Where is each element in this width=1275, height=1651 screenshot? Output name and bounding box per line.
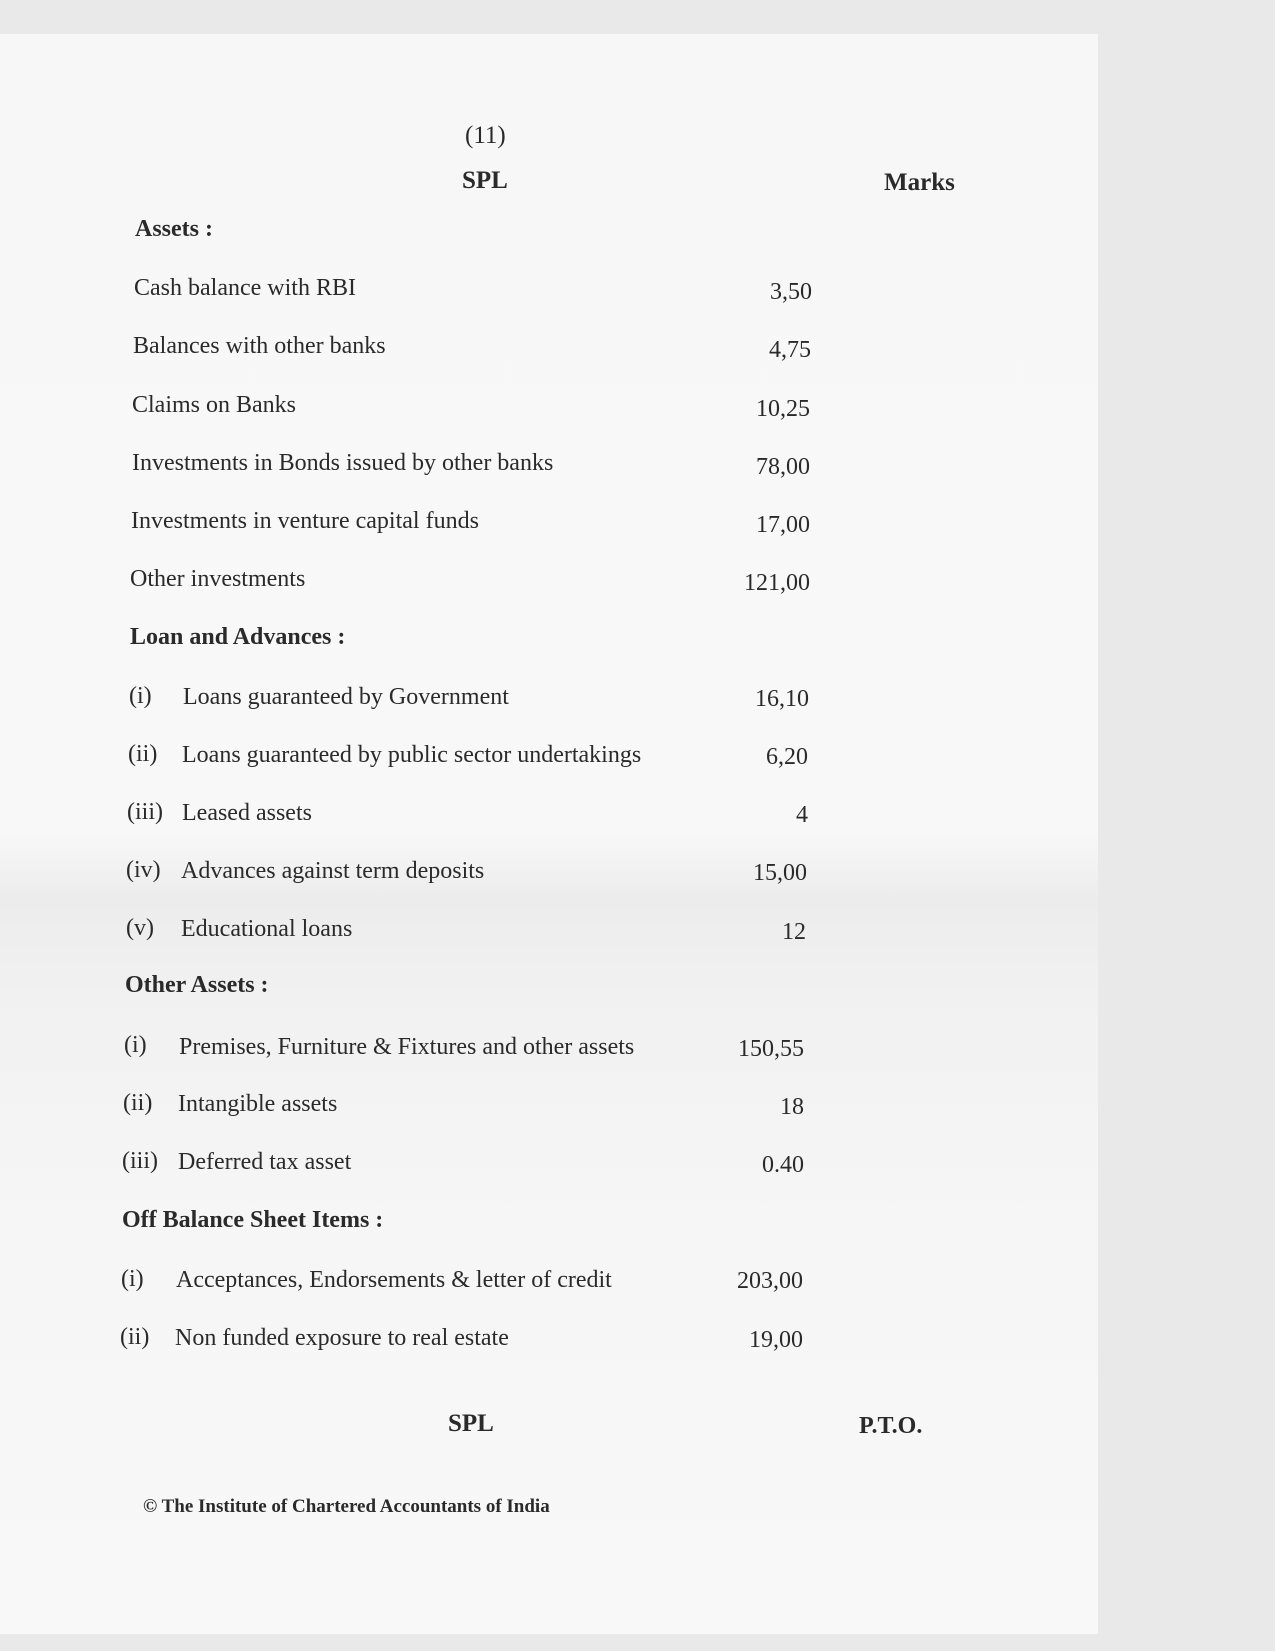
item-amount: 10,25 [756,396,810,422]
item-label: Deferred tax asset [178,1149,352,1175]
item-label: Acceptances, Endorsements & letter of credit [176,1267,612,1293]
copyright-notice: © The Institute of Chartered Accountants of India [143,1496,550,1517]
item-amount: 19,00 [749,1327,803,1353]
item-amount: 150,55 [738,1036,804,1062]
item-number: (i) [129,683,152,709]
item-number: (iii) [122,1148,158,1174]
footer-code: SPL [448,1410,494,1437]
section-heading-other-assets: Other Assets : [125,972,269,998]
item-amount: 18 [780,1094,804,1120]
item-number: (ii) [123,1090,153,1116]
item-amount: 203,00 [737,1268,803,1294]
item-label: Leased assets [182,800,312,826]
item-number: (i) [121,1266,144,1292]
item-number: (i) [124,1032,147,1058]
footer-pto: P.T.O. [859,1413,923,1439]
item-label: Investments in venture capital funds [131,508,479,534]
item-amount: 6,20 [766,744,808,770]
item-amount: 16,10 [755,686,809,712]
item-number: (ii) [120,1324,150,1350]
item-number: (v) [126,915,154,941]
item-amount: 15,00 [753,860,807,886]
section-heading-off-balance: Off Balance Sheet Items : [122,1207,384,1233]
item-amount: 17,00 [756,512,810,538]
item-label: Non funded exposure to real estate [175,1325,509,1351]
item-amount: 78,00 [756,454,810,480]
item-label: Claims on Banks [132,392,297,418]
item-amount: 4 [796,802,808,828]
item-number: (iii) [127,799,163,825]
page-number: (11) [465,122,506,149]
item-label: Cash balance with RBI [134,275,356,301]
header-code: SPL [462,167,508,194]
item-amount: 121,00 [744,570,810,596]
item-amount: 4,75 [769,337,811,363]
item-label: Advances against term deposits [181,858,485,884]
item-amount: 12 [782,919,806,945]
marks-label: Marks [884,169,955,196]
item-label: Educational loans [181,916,353,942]
item-label: Loans guaranteed by public sector undertakings [182,742,642,768]
item-label: Premises, Furniture & Fixtures and other assets [179,1034,635,1060]
section-heading-assets: Assets : [135,216,213,242]
item-amount: 0.40 [762,1152,804,1178]
item-label: Other investments [130,566,306,592]
page-sheet [0,34,1098,1634]
item-number: (ii) [128,741,158,767]
item-label: Investments in Bonds issued by other banks [132,450,554,476]
item-label: Intangible assets [178,1091,338,1117]
item-number: (iv) [126,857,161,883]
item-label: Loans guaranteed by Government [183,684,509,710]
item-amount: 3,50 [770,279,812,305]
item-label: Balances with other banks [133,333,386,359]
section-heading-loans: Loan and Advances : [130,624,346,650]
